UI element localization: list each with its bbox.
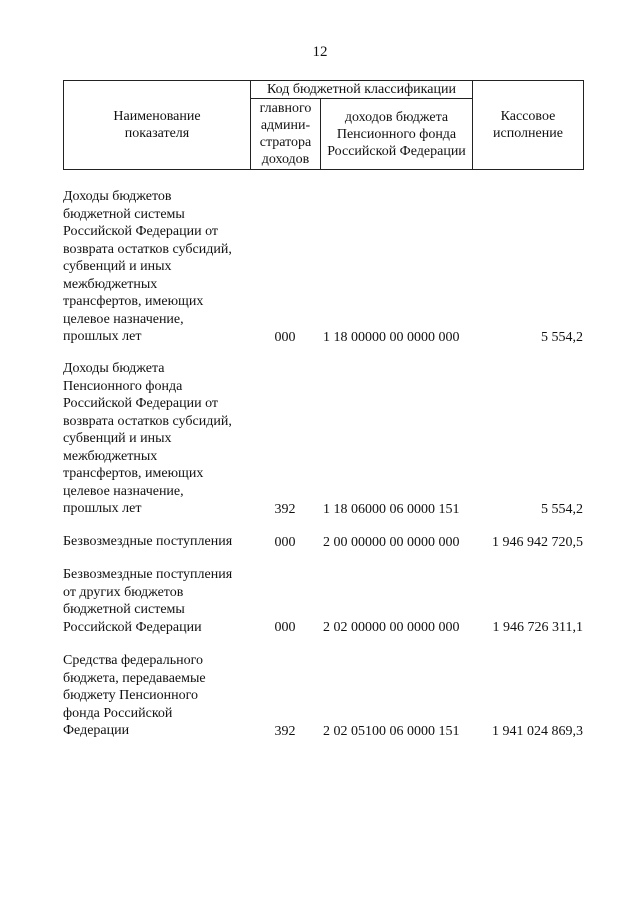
column-header-name: Наименование показателя: [64, 81, 251, 170]
row-amount: 1 946 726 311,1: [492, 619, 583, 635]
row-income-code: 1 18 06000 06 0000 151: [323, 501, 460, 517]
row-name: Средства федерального бюджета, передаваемые бюджету Пенсионного фонда Российской Федерации: [63, 653, 206, 738]
table-row: [63, 566, 583, 636]
column-group-header-code: Код бюджетной классификации: [251, 81, 473, 99]
row-amount: 1 941 024 869,3: [492, 723, 583, 739]
row-admin-code: 000: [274, 534, 296, 550]
row-amount: 1 946 942 720,5: [492, 534, 583, 550]
row-admin-code: 392: [274, 723, 296, 739]
row-admin-code: 392: [274, 501, 296, 517]
row-amount: 5 554,2: [541, 329, 583, 345]
row-income-code: 2 02 05100 06 0000 151: [323, 723, 460, 739]
row-name: Безвозмездные поступления от других бюджетов бюджетной системы Российской Федерации: [63, 567, 233, 635]
page-number: 12: [312, 44, 328, 60]
row-income-code: 2 00 00000 00 0000 000: [323, 534, 460, 550]
row-name: Доходы бюджета Пенсионного фонда Российской Федерации от возврата остатков субсидий, субвенций и иных межбюджетных трансфертов, имеющих целевое назначение, прошлых лет: [63, 361, 232, 516]
column-header-income-code: доходов бюджета Пенсионного фонда Российской Федерации: [321, 99, 473, 170]
row-income-code: 1 18 00000 00 0000 000: [323, 329, 460, 345]
table-row: [63, 652, 583, 740]
table-row: [63, 188, 583, 346]
table-row: [63, 533, 583, 551]
column-header-admin: главного админи-стратора доходов: [251, 99, 321, 170]
table-row: [63, 360, 583, 518]
row-admin-code: 000: [274, 619, 296, 635]
row-admin-code: 000: [274, 329, 296, 345]
row-name: Безвозмездные поступления: [63, 534, 233, 549]
table-header: [63, 80, 584, 170]
column-header-amount: Кассовое исполнение: [473, 81, 584, 170]
row-income-code: 2 02 00000 00 0000 000: [323, 619, 460, 635]
row-name: Доходы бюджетов бюджетной системы Российской Федерации от возврата остатков субсидий, субвенций и иных межбюджетных трансфертов, имеющих целевое назначение, прошлых лет: [63, 189, 232, 344]
row-amount: 5 554,2: [541, 501, 583, 517]
